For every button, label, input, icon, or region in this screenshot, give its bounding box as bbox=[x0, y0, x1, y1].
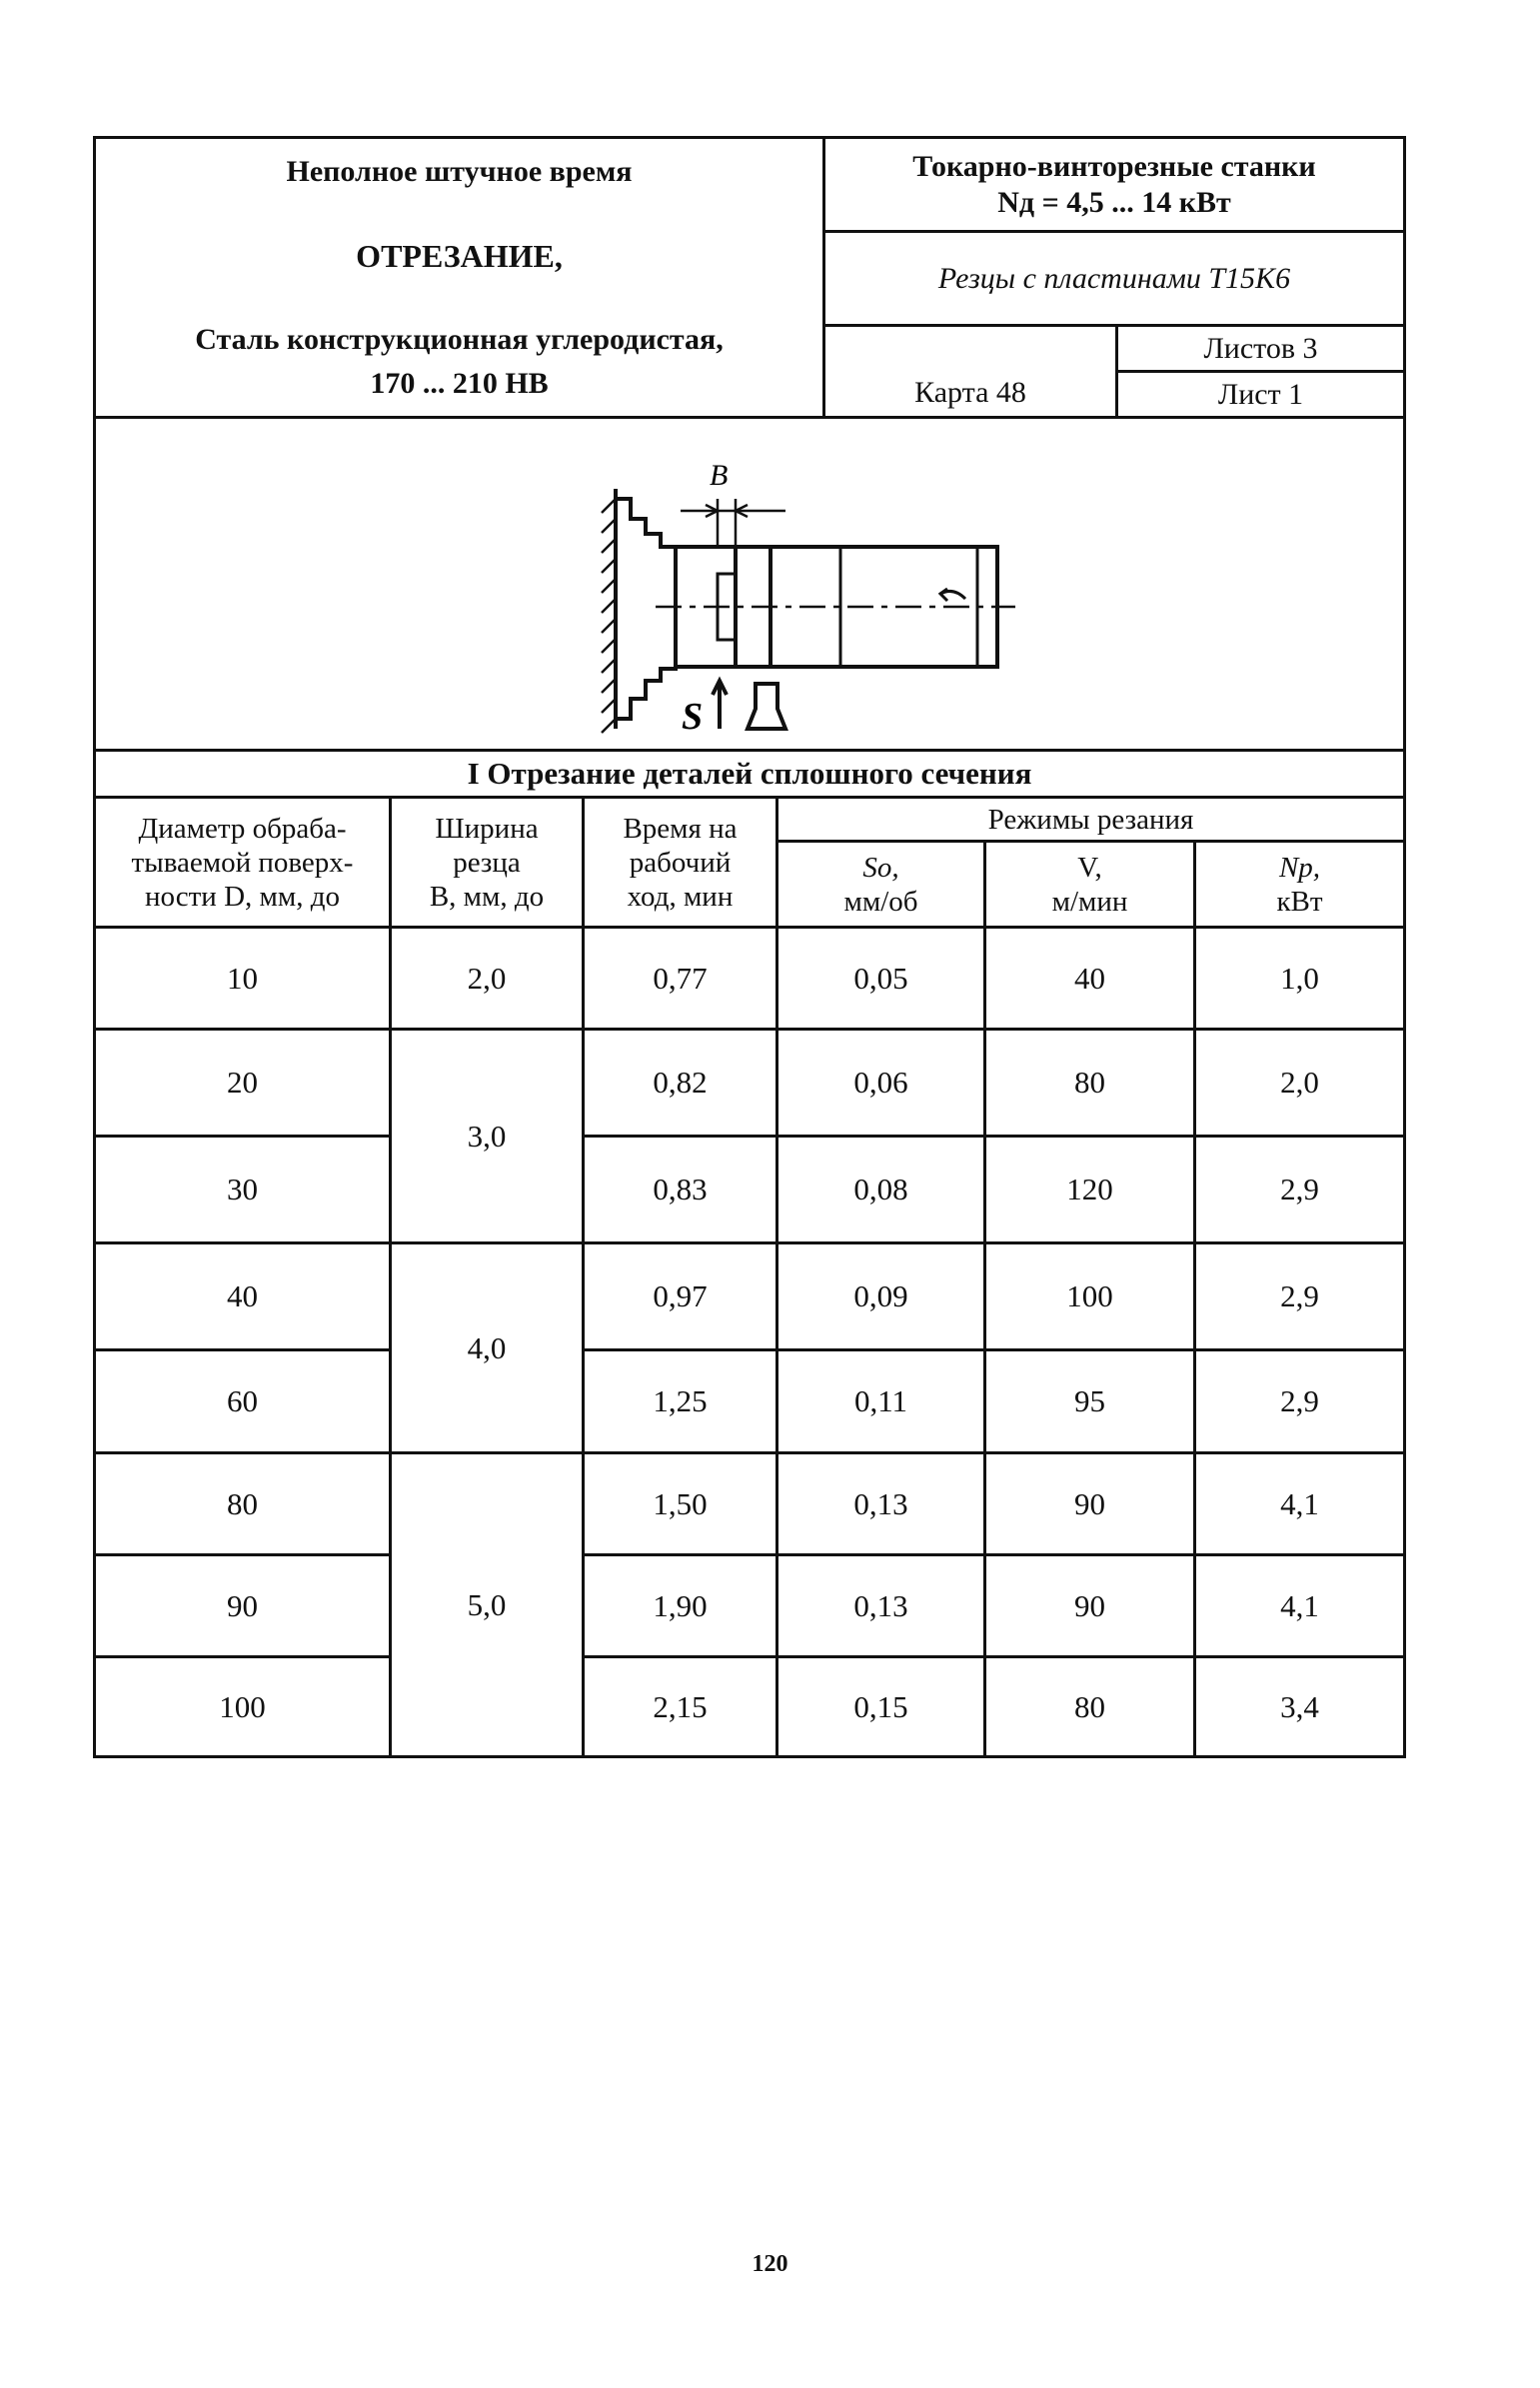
sheet-number: Лист 1 bbox=[1117, 372, 1405, 418]
sheets-total: Листов 3 bbox=[1117, 326, 1405, 372]
cell-time: 0,97 bbox=[584, 1243, 777, 1350]
cell-diameter: 20 bbox=[95, 1030, 391, 1137]
table-row bbox=[95, 1137, 1405, 1243]
cell-speed: 95 bbox=[985, 1350, 1195, 1453]
cell-time: 0,82 bbox=[584, 1030, 777, 1137]
header-power-symbol: Nр, bbox=[1278, 851, 1321, 884]
cell-diameter: 100 bbox=[95, 1657, 391, 1757]
cell-feed: 0,13 bbox=[777, 1555, 985, 1657]
header-speed-symbol: V, bbox=[1077, 851, 1102, 884]
cell-diameter: 30 bbox=[95, 1137, 391, 1243]
title-line-operation: ОТРЕЗАНИЕ, bbox=[356, 237, 563, 274]
machine-cell bbox=[824, 138, 1405, 232]
table-row bbox=[95, 1555, 1405, 1657]
header-time-line: ход, мин bbox=[627, 880, 734, 913]
page-number: 120 bbox=[752, 2251, 788, 2277]
title-line-material: Сталь конструкционная углеродистая, bbox=[195, 322, 724, 356]
cell-speed: 90 bbox=[985, 1453, 1195, 1555]
header-time bbox=[584, 798, 777, 928]
operation-title bbox=[95, 138, 824, 418]
cell-feed: 0,13 bbox=[777, 1453, 985, 1555]
cell-feed: 0,15 bbox=[777, 1657, 985, 1757]
header-power bbox=[1195, 842, 1405, 928]
cell-power: 4,1 bbox=[1195, 1555, 1405, 1657]
header-power-unit: кВт bbox=[1276, 885, 1323, 918]
cutting-table bbox=[93, 416, 1406, 1758]
section-title: I Отрезание деталей сплошного сечения bbox=[95, 751, 1405, 798]
tool-cell: Резцы с пластинами T15K6 bbox=[824, 232, 1405, 326]
cell-time: 1,90 bbox=[584, 1555, 777, 1657]
table-row bbox=[95, 1453, 1405, 1555]
cell-diameter: 10 bbox=[95, 928, 391, 1030]
cell-width: 5,0 bbox=[391, 1453, 584, 1757]
cell-feed: 0,09 bbox=[777, 1243, 985, 1350]
header-feed bbox=[777, 842, 985, 928]
cell-width: 2,0 bbox=[391, 928, 584, 1030]
cell-power: 1,0 bbox=[1195, 928, 1405, 1030]
header-diameter-line: тываемой поверх- bbox=[131, 846, 354, 879]
cell-power: 2,9 bbox=[1195, 1137, 1405, 1243]
header-feed-symbol: Sо, bbox=[862, 851, 899, 884]
cell-time: 1,25 bbox=[584, 1350, 777, 1453]
table-row bbox=[95, 1030, 1405, 1137]
machine-type: Токарно-винторезные станки bbox=[912, 149, 1316, 183]
title-line-time: Неполное штучное время bbox=[286, 154, 633, 188]
cutoff-sketch bbox=[95, 418, 1405, 751]
cell-diameter: 40 bbox=[95, 1243, 391, 1350]
header-time-line: Время на bbox=[623, 812, 738, 845]
cell-speed: 90 bbox=[985, 1555, 1195, 1657]
table-row bbox=[95, 1243, 1405, 1350]
header-speed bbox=[985, 842, 1195, 928]
header-diameter-line: ности D, мм, до bbox=[145, 880, 340, 913]
cell-speed: 100 bbox=[985, 1243, 1195, 1350]
table-row bbox=[95, 928, 1405, 1030]
cell-diameter: 60 bbox=[95, 1350, 391, 1453]
cell-feed: 0,08 bbox=[777, 1137, 985, 1243]
cell-time: 2,15 bbox=[584, 1657, 777, 1757]
header-width-line: B, мм, до bbox=[429, 880, 545, 913]
cell-power: 2,9 bbox=[1195, 1350, 1405, 1453]
header-width-line: Ширина bbox=[435, 812, 539, 845]
cell-diameter: 80 bbox=[95, 1453, 391, 1555]
cell-power: 4,1 bbox=[1195, 1453, 1405, 1555]
header-modes: Режимы резания bbox=[777, 798, 1405, 842]
header-width bbox=[391, 798, 584, 928]
cell-time: 1,50 bbox=[584, 1453, 777, 1555]
header-width-line: резца bbox=[453, 846, 521, 879]
cell-width: 4,0 bbox=[391, 1243, 584, 1453]
card-number: Карта 48 bbox=[824, 326, 1117, 418]
cell-speed: 80 bbox=[985, 1030, 1195, 1137]
normative-card bbox=[93, 136, 1403, 1758]
dimension-b-label: B bbox=[710, 459, 729, 492]
cell-diameter: 90 bbox=[95, 1555, 391, 1657]
machine-power: Nд = 4,5 ... 14 кВт bbox=[997, 185, 1231, 219]
header-speed-unit: м/мин bbox=[1051, 885, 1128, 918]
cell-time: 0,77 bbox=[584, 928, 777, 1030]
cell-feed: 0,06 bbox=[777, 1030, 985, 1137]
table-row bbox=[95, 1350, 1405, 1453]
card-header bbox=[93, 136, 1406, 419]
header-feed-unit: мм/об bbox=[843, 885, 918, 918]
cell-width: 3,0 bbox=[391, 1030, 584, 1243]
feed-s-label: S bbox=[682, 696, 704, 738]
title-line-hardness: 170 ... 210 HB bbox=[370, 366, 549, 400]
cell-speed: 40 bbox=[985, 928, 1195, 1030]
cell-power: 3,4 bbox=[1195, 1657, 1405, 1757]
cell-power: 2,0 bbox=[1195, 1030, 1405, 1137]
cutoff-diagram-icon bbox=[96, 419, 1406, 749]
cell-feed: 0,05 bbox=[777, 928, 985, 1030]
cell-power: 2,9 bbox=[1195, 1243, 1405, 1350]
header-time-line: рабочий bbox=[629, 846, 732, 879]
table-row bbox=[95, 1657, 1405, 1757]
cell-speed: 120 bbox=[985, 1137, 1195, 1243]
cell-speed: 80 bbox=[985, 1657, 1195, 1757]
cell-time: 0,83 bbox=[584, 1137, 777, 1243]
header-diameter bbox=[95, 798, 391, 928]
cell-feed: 0,11 bbox=[777, 1350, 985, 1453]
header-diameter-line: Диаметр обраба- bbox=[138, 812, 347, 845]
